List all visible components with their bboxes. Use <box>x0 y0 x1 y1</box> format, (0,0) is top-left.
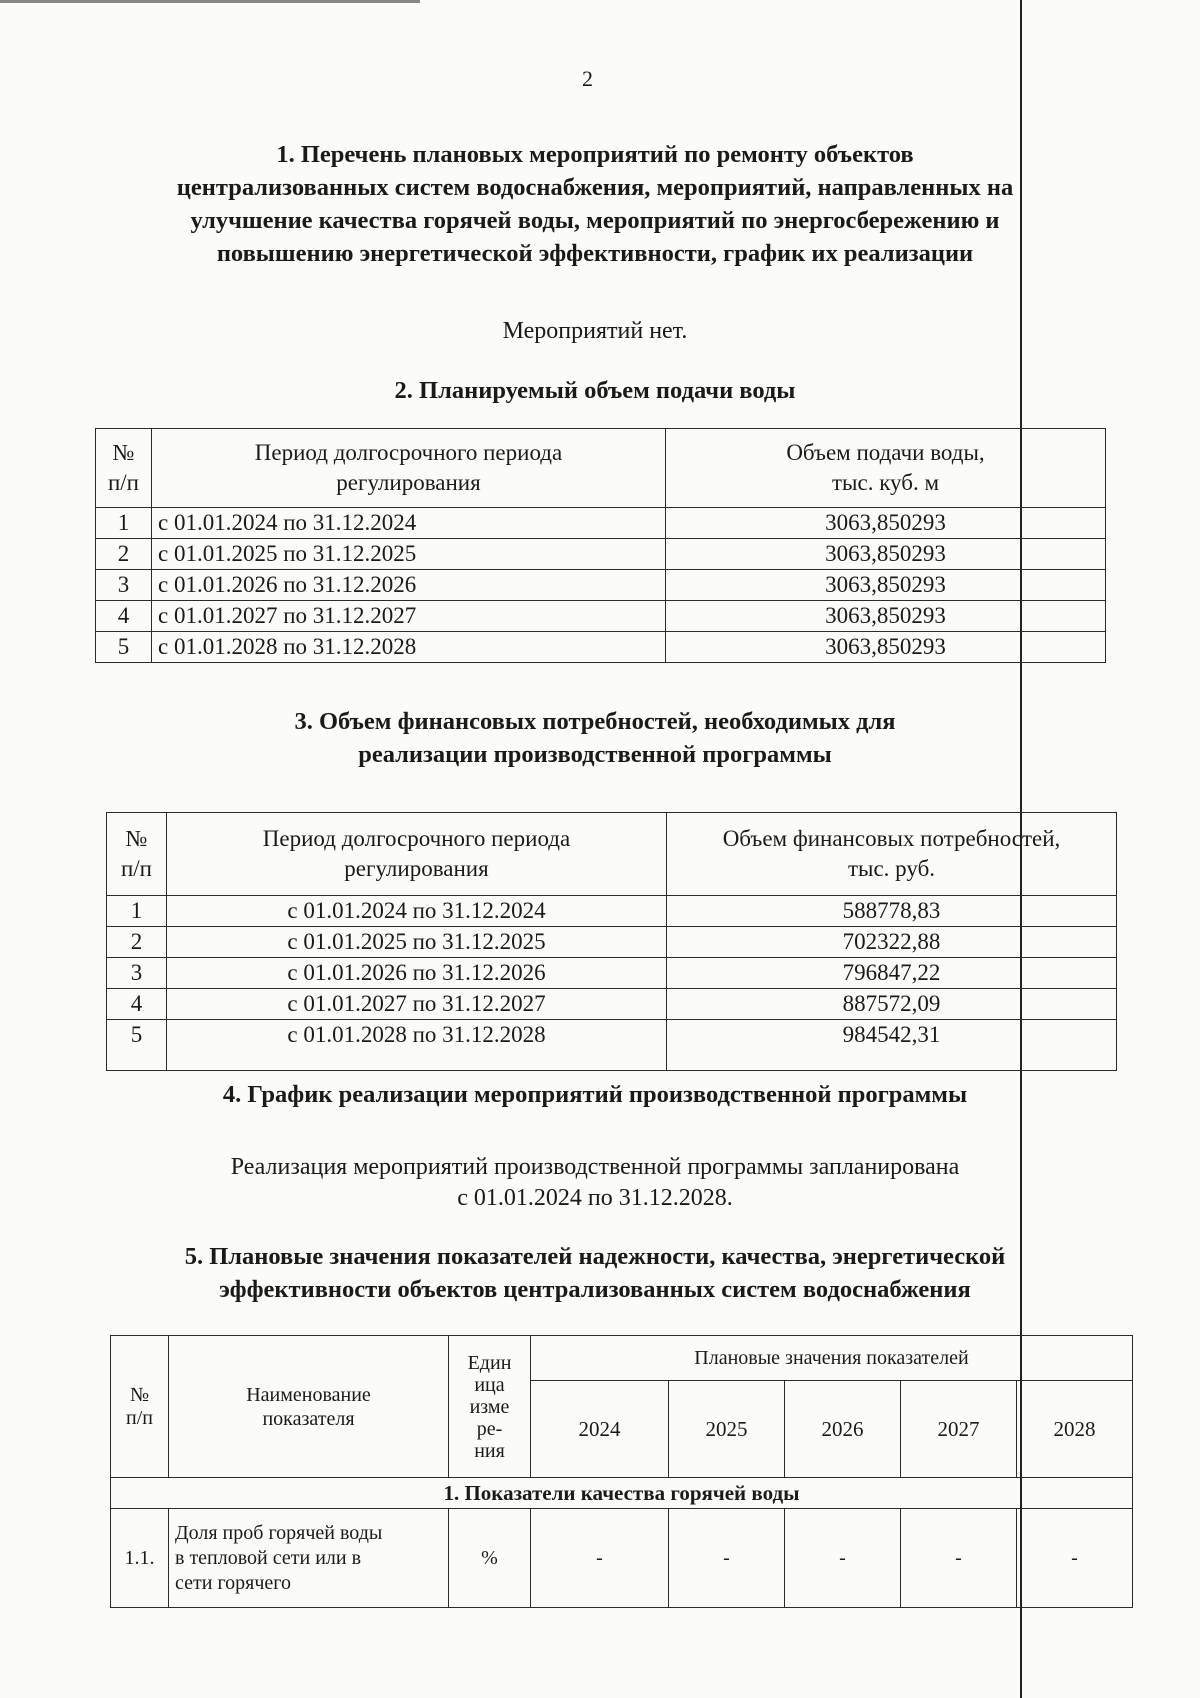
row-num: 2 <box>107 927 167 958</box>
row-name: Доля проб горячей воды в тепловой сети или в сети горячего <box>169 1509 449 1608</box>
section1-text: Мероприятий нет. <box>502 318 688 344</box>
row-unit: % <box>449 1509 531 1608</box>
section1-title-line: повышению энергетической эффективности, график их реализации <box>216 240 974 267</box>
year-header: 2025 <box>669 1381 785 1478</box>
row-value: - <box>669 1509 785 1608</box>
section3-title <box>80 705 1110 771</box>
table-row <box>107 958 1117 989</box>
row-value: 702322,88 <box>667 927 1117 958</box>
row-value: - <box>1017 1509 1133 1608</box>
section4-text-line: Реализация мероприятий производственной программы запланирована <box>230 1154 960 1180</box>
section1-title <box>80 138 1110 270</box>
year-header: 2027 <box>901 1381 1017 1478</box>
row-num: 1 <box>96 508 152 539</box>
planned-values-header: Плановые значения показателей <box>531 1336 1133 1381</box>
row-num: 5 <box>107 1020 167 1071</box>
col-finance-header: Объем финансовых потребностей, тыс. руб. <box>667 813 1117 896</box>
col-period-header: Период долгосрочного периода регулирования <box>152 429 666 508</box>
row-num: 1.1. <box>111 1509 169 1608</box>
row-value: 3063,850293 <box>666 508 1106 539</box>
section1-title-line: улучшение качества горячей воды, мероприятий по энергосбережению и <box>190 207 1000 234</box>
section1-title-line: 1. Перечень плановых мероприятий по ремонту объектов <box>276 141 914 168</box>
row-value: - <box>901 1509 1017 1608</box>
table-row <box>107 896 1117 927</box>
row-period: с 01.01.2024 по 31.12.2024 <box>152 508 666 539</box>
row-num: 5 <box>96 632 152 663</box>
year-header: 2024 <box>531 1381 669 1478</box>
col-num-header: № п/п <box>96 429 152 508</box>
row-num: 4 <box>96 601 152 632</box>
table-row <box>96 632 1106 663</box>
row-value: 588778,83 <box>667 896 1117 927</box>
col-name-header: Наименование показателя <box>169 1336 449 1478</box>
row-num: 1 <box>107 896 167 927</box>
year-header: 2026 <box>785 1381 901 1478</box>
row-value: 3063,850293 <box>666 601 1106 632</box>
water-supply-table <box>95 428 1106 663</box>
row-period: с 01.01.2025 по 31.12.2025 <box>152 539 666 570</box>
row-value: - <box>785 1509 901 1608</box>
group-row <box>111 1478 1133 1509</box>
row-value: - <box>531 1509 669 1608</box>
col-unit-header: Един ица изме ре- ния <box>449 1336 531 1478</box>
row-period: с 01.01.2027 по 31.12.2027 <box>167 989 667 1020</box>
row-period: с 01.01.2025 по 31.12.2025 <box>167 927 667 958</box>
section4-title: 4. График реализации мероприятий производственной программы <box>222 1081 968 1108</box>
year-header: 2028 <box>1017 1381 1133 1478</box>
section5-title-line: 5. Плановые значения показателей надежности, качества, энергетической <box>184 1243 1006 1270</box>
section3-title-line: реализации производственной программы <box>358 741 832 768</box>
table-row <box>96 570 1106 601</box>
row-value: 796847,22 <box>667 958 1117 989</box>
section1-title-line: централизованных систем водоснабжения, мероприятий, направленных на <box>176 174 1014 201</box>
col-num-header: № п/п <box>111 1336 169 1478</box>
row-value: 3063,850293 <box>666 539 1106 570</box>
col-period-header: Период долгосрочного периода регулирования <box>167 813 667 896</box>
row-value: 984542,31 <box>667 1020 1117 1071</box>
table-row <box>96 539 1106 570</box>
section5-title-line: эффективности объектов централизованных систем водоснабжения <box>219 1276 971 1303</box>
scan-top-edge <box>0 0 420 3</box>
table-row <box>96 601 1106 632</box>
table-row <box>96 508 1106 539</box>
table-row <box>107 1020 1117 1071</box>
row-num: 2 <box>96 539 152 570</box>
row-period: с 01.01.2028 по 31.12.2028 <box>167 1020 667 1071</box>
row-period: с 01.01.2026 по 31.12.2026 <box>167 958 667 989</box>
page-number: 2 <box>582 66 593 91</box>
section4-text-line: с 01.01.2024 по 31.12.2028. <box>457 1185 733 1211</box>
table-row <box>107 989 1117 1020</box>
row-value: 3063,850293 <box>666 570 1106 601</box>
table-header-row <box>96 429 1106 508</box>
row-period: с 01.01.2026 по 31.12.2026 <box>152 570 666 601</box>
col-num-header: № п/п <box>107 813 167 896</box>
row-period: с 01.01.2027 по 31.12.2027 <box>152 601 666 632</box>
col-volume-header: Объем подачи воды, тыс. куб. м <box>666 429 1106 508</box>
section3-title-line: 3. Объем финансовых потребностей, необходимых для <box>294 708 896 735</box>
row-period: с 01.01.2028 по 31.12.2028 <box>152 632 666 663</box>
table-header-row <box>111 1336 1133 1381</box>
section4-text <box>60 1152 1130 1214</box>
section2-title: 2. Планируемый объем подачи воды <box>394 377 796 404</box>
indicators-table <box>110 1335 1133 1608</box>
row-period: с 01.01.2024 по 31.12.2024 <box>167 896 667 927</box>
row-value: 3063,850293 <box>666 632 1106 663</box>
table-row <box>107 927 1117 958</box>
row-num: 3 <box>107 958 167 989</box>
section5-title <box>80 1240 1110 1306</box>
row-num: 4 <box>107 989 167 1020</box>
table-header-row <box>107 813 1117 896</box>
row-value: 887572,09 <box>667 989 1117 1020</box>
financial-needs-table <box>106 812 1117 1071</box>
row-num: 3 <box>96 570 152 601</box>
table-row <box>111 1509 1133 1608</box>
group-title: 1. Показатели качества горячей воды <box>111 1478 1133 1509</box>
